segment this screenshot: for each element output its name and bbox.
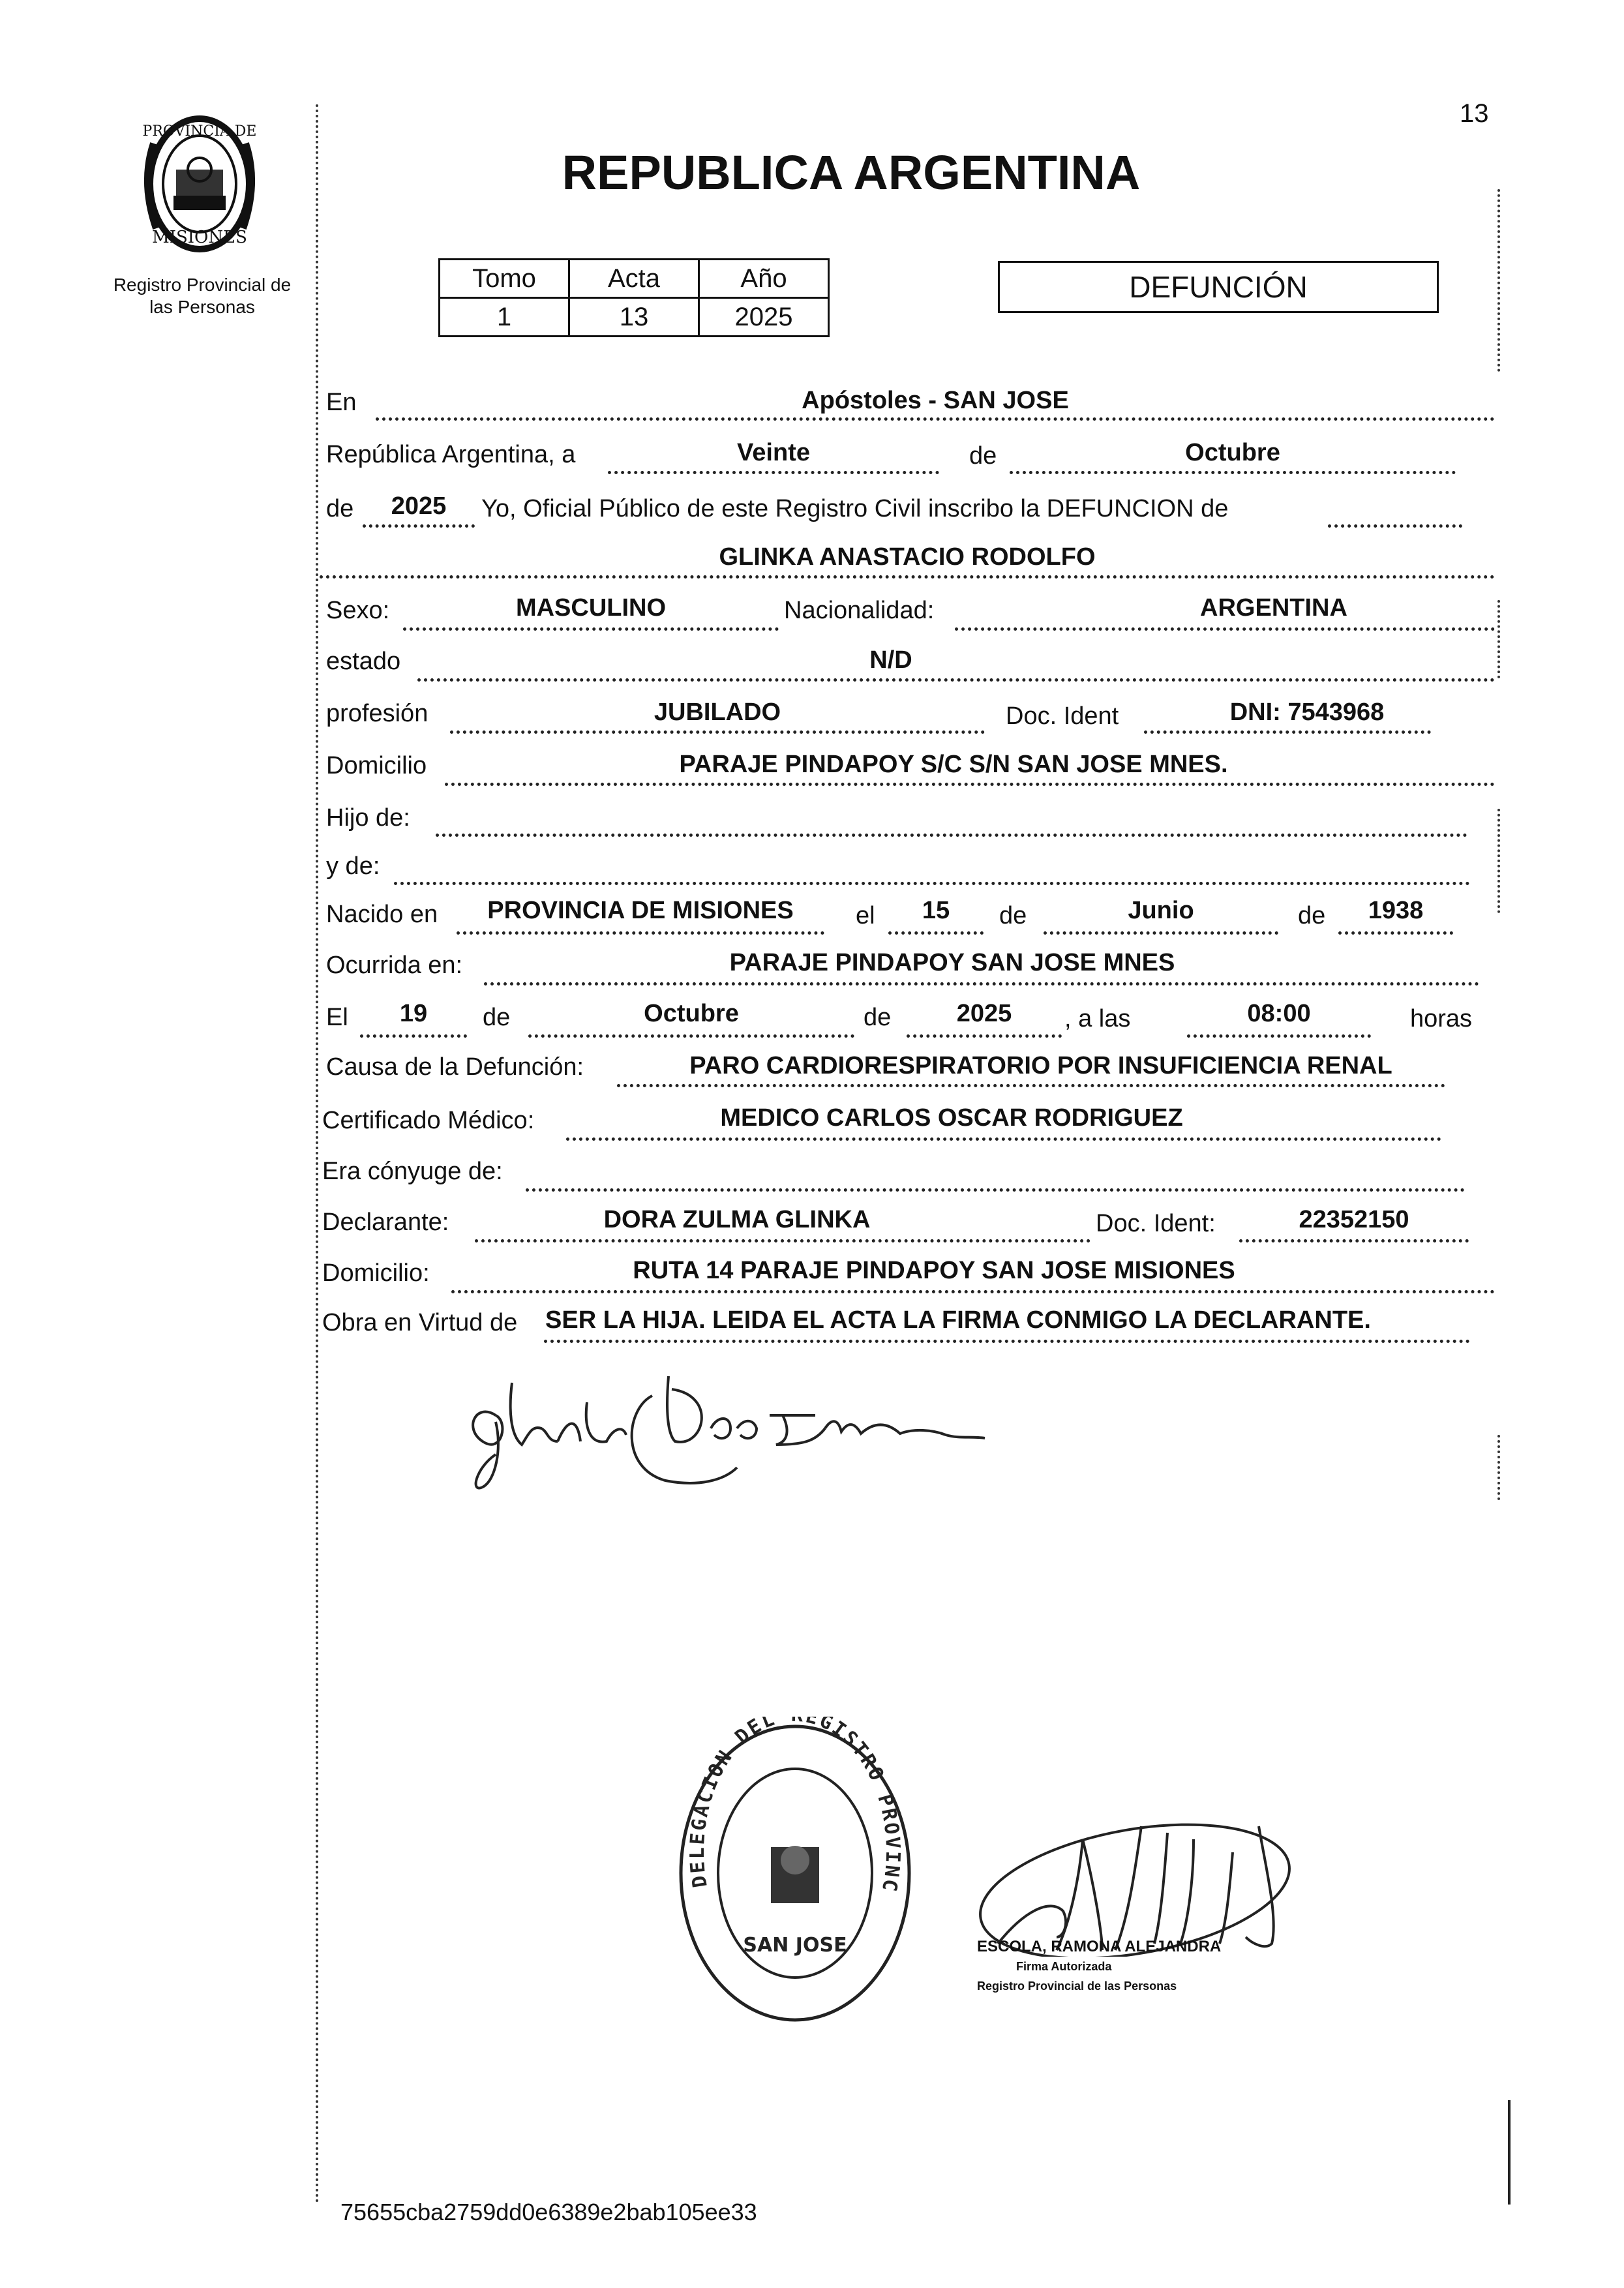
nacionalidad-value: ARGENTINA xyxy=(1200,594,1347,622)
table-cell: 13 xyxy=(569,298,699,337)
nac-anio: 1938 xyxy=(1368,897,1424,924)
domicilio2-value: RUTA 14 PARAJE PINDAPOY SAN JOSE MISIONES xyxy=(633,1257,1235,1284)
doc-ident-value: DNI: 7543968 xyxy=(1229,699,1385,726)
en-label: En xyxy=(326,389,357,416)
nac-dia: 15 xyxy=(922,897,950,924)
dia-value: Veinte xyxy=(737,439,810,466)
table-header: Año xyxy=(699,260,829,298)
el-label: El xyxy=(326,1004,348,1031)
def-anio: 2025 xyxy=(956,1000,1012,1027)
official-name: ESCOLA, RAMONA ALEJANDRA xyxy=(977,1938,1222,1955)
certificado-label: Certificado Médico: xyxy=(322,1107,535,1134)
footer-hash: 75655cba2759dd0e6389e2bab105ee33 xyxy=(340,2199,757,2225)
fill-line xyxy=(608,471,939,474)
profesion-label: profesión xyxy=(326,700,429,727)
fill-line xyxy=(1144,730,1431,734)
inscribo-text: Yo, Oficial Público de este Registro Civil inscribo la DEFUNCION de xyxy=(481,495,1229,522)
declarant-signature xyxy=(450,1357,1024,1500)
official-caption xyxy=(977,1937,1316,1996)
right-margin-mark xyxy=(1497,189,1500,372)
declarante-label: Declarante: xyxy=(322,1209,449,1236)
hijo-label: Hijo de: xyxy=(326,804,410,832)
svg-text:MISIONES: MISIONES xyxy=(152,228,247,247)
de-label: de xyxy=(1298,902,1326,929)
fill-line xyxy=(475,1239,1090,1242)
page-number: 13 xyxy=(1460,99,1489,128)
ocurrida-value: PARAJE PINDAPOY SAN JOSE MNES xyxy=(729,949,1175,976)
declarante-value: DORA ZULMA GLINKA xyxy=(603,1206,871,1233)
fill-line xyxy=(1187,1034,1371,1038)
official-role: Firma Autorizada xyxy=(1016,1960,1112,1973)
domicilio2-label: Domicilio: xyxy=(322,1259,430,1287)
svg-text:PROVINCIA DE: PROVINCIA DE xyxy=(142,123,257,140)
def-dia: 19 xyxy=(399,1000,428,1027)
causa-value: PARO CARDIORESPIRATORIO POR INSUFICIENCIA RENAL xyxy=(689,1052,1392,1079)
domicilio-value: PARAJE PINDAPOY S/C S/N SAN JOSE MNES. xyxy=(679,751,1228,778)
a-las-label: , a las xyxy=(1064,1005,1131,1032)
def-mes: Octubre xyxy=(644,1000,739,1027)
de-label: de xyxy=(326,495,354,522)
svg-text:DELEGACION DEL REGISTRO PROVIN: DELEGACION DEL EGISTRO PROVINC xyxy=(685,1717,905,1895)
fill-line xyxy=(436,834,1467,837)
de-label: de xyxy=(999,902,1027,929)
fill-line xyxy=(566,1137,1441,1141)
table-cell: 1 xyxy=(440,298,569,337)
fill-line xyxy=(907,1034,1062,1038)
fill-line xyxy=(450,730,985,734)
obra-label: Obra en Virtud de xyxy=(322,1309,518,1336)
obra-value: SER LA HIJA. LEIDA EL ACTA LA FIRMA CONMIGO LA DECLARANTE. xyxy=(545,1306,1371,1334)
el-label: el xyxy=(856,902,875,929)
fill-line xyxy=(457,931,824,935)
fill-line xyxy=(888,931,984,935)
de-label: de xyxy=(969,442,997,470)
official-stamp xyxy=(668,1717,922,2030)
nac-mes: Junio xyxy=(1128,897,1194,924)
nacido-label: Nacido en xyxy=(326,901,438,928)
right-margin-bar xyxy=(1508,2100,1511,2205)
left-margin-line xyxy=(316,104,318,2205)
republica-label: República Argentina, a xyxy=(326,441,576,468)
lugar-value: Apóstoles - SAN JOSE xyxy=(802,387,1069,414)
fill-line xyxy=(544,1340,1470,1343)
official-signature xyxy=(972,1813,1311,1957)
de-label: de xyxy=(864,1004,892,1031)
estado-value: N/D xyxy=(869,646,912,674)
page-title: REPUBLICA ARGENTINA xyxy=(562,145,1141,200)
fill-line xyxy=(376,417,1495,421)
sexo-label: Sexo: xyxy=(326,597,390,624)
svg-text:SAN JOSE: SAN JOSE xyxy=(743,1934,847,1957)
estado-label: estado xyxy=(326,648,401,675)
table-cell: 2025 xyxy=(699,298,829,337)
nacionalidad-label: Nacionalidad: xyxy=(784,597,935,624)
nacido-value: PROVINCIA DE MISIONES xyxy=(487,897,794,924)
def-hora: 08:00 xyxy=(1247,1000,1311,1027)
fill-line xyxy=(320,575,1495,579)
registry-table xyxy=(438,258,830,337)
fill-line xyxy=(1239,1239,1469,1242)
horas-label: horas xyxy=(1410,1005,1473,1032)
fill-line xyxy=(1328,524,1462,528)
fill-line xyxy=(445,783,1495,786)
fill-line xyxy=(528,1034,854,1038)
certificado-value: MEDICO CARLOS OSCAR RODRIGUEZ xyxy=(720,1104,1183,1132)
mes-value: Octubre xyxy=(1185,439,1280,466)
fill-line xyxy=(417,678,1495,682)
anio-value: 2025 xyxy=(391,492,447,520)
fill-line xyxy=(484,982,1479,986)
right-margin-mark xyxy=(1497,1435,1500,1500)
decl-doc-value: 22352150 xyxy=(1299,1206,1409,1233)
fill-line xyxy=(1338,931,1453,935)
fill-line xyxy=(363,524,475,528)
difunto-nombre: GLINKA ANASTACIO RODOLFO xyxy=(719,543,1096,571)
official-office: Registro Provincial de las Personas xyxy=(977,1979,1177,1993)
table-header: Acta xyxy=(569,260,699,298)
doc-ident-label: Doc. Ident xyxy=(1006,702,1119,730)
de-label: de xyxy=(483,1004,511,1031)
conyuge-label: Era cónyuge de: xyxy=(322,1158,503,1185)
fill-line xyxy=(360,1034,467,1038)
fill-line xyxy=(451,1290,1495,1293)
fill-line xyxy=(403,627,779,631)
profesion-value: JUBILADO xyxy=(654,699,781,726)
sexo-value: MASCULINO xyxy=(515,594,667,622)
right-margin-mark xyxy=(1497,809,1500,913)
fill-line xyxy=(394,882,1470,885)
fill-line xyxy=(617,1084,1445,1087)
fill-line xyxy=(526,1188,1465,1192)
logo-caption: Registro Provincial de las Personas xyxy=(113,275,292,317)
ocurrida-label: Ocurrida en: xyxy=(326,952,463,979)
table-header: Tomo xyxy=(440,260,569,298)
domicilio-label: Domicilio xyxy=(326,752,427,779)
right-margin-mark xyxy=(1497,600,1500,678)
fill-line xyxy=(1010,471,1456,474)
fill-line xyxy=(1044,931,1278,935)
causa-label: Causa de la Defunción: xyxy=(326,1053,584,1081)
decl-doc-label: Doc. Ident: xyxy=(1096,1210,1216,1237)
y-de-label: y de: xyxy=(326,852,380,880)
doc-type-box: DEFUNCIÓN xyxy=(998,261,1439,313)
fill-line xyxy=(955,627,1495,631)
